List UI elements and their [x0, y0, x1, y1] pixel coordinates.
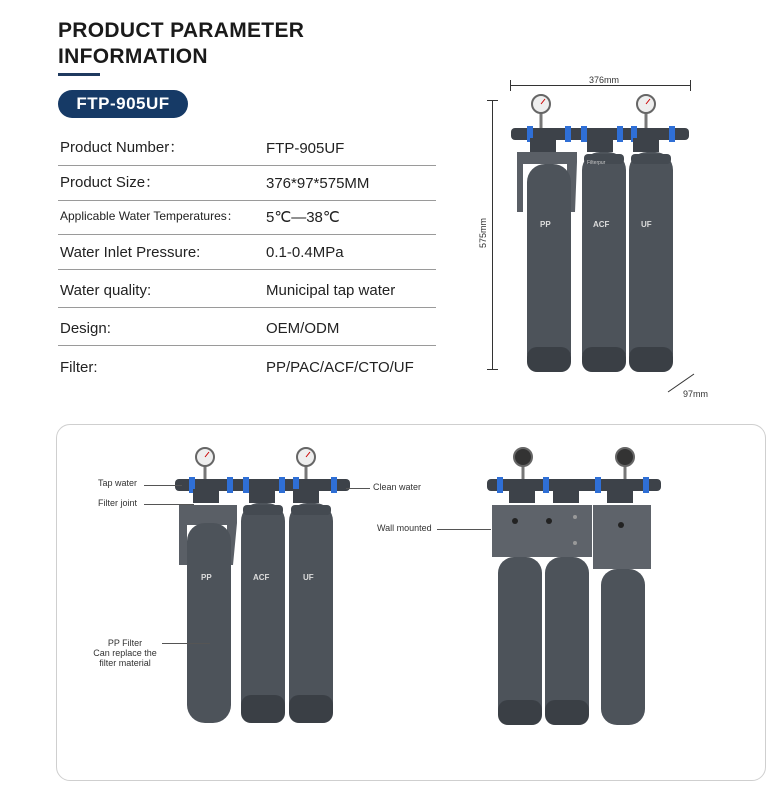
- cartridge-label: ACF: [253, 573, 270, 582]
- cartridge-label: UF: [641, 220, 652, 229]
- callout-pp-filter-line: Can replace the: [93, 648, 157, 658]
- spec-value: PP/PAC/ACF/CTO/UF: [266, 359, 414, 376]
- spec-value: 5℃—38℃: [266, 209, 340, 226]
- height-dimension-label: 575mm: [478, 217, 489, 249]
- spec-label: Applicable Water Temperatures：: [60, 209, 239, 223]
- title-line-2: INFORMATION: [58, 45, 208, 68]
- spec-label: Water Inlet Pressure:: [60, 244, 201, 261]
- leader-line: [144, 485, 182, 486]
- callout-wall-mounted: Wall mounted: [377, 523, 432, 533]
- cartridge-label: ACF: [593, 220, 610, 229]
- spec-label: Filter:: [60, 359, 98, 376]
- callout-clean-water: Clean water: [373, 482, 422, 492]
- leader-line: [346, 488, 370, 489]
- cartridge-label: UF: [303, 573, 314, 582]
- callout-pp-filter-line: filter material: [99, 658, 151, 668]
- spec-value: 376*97*575MM: [266, 175, 370, 192]
- leader-line: [162, 643, 210, 644]
- callout-pp-filter-line: PP Filter: [107, 638, 143, 648]
- cartridge-label: PP: [201, 573, 212, 582]
- width-dimension-label: 376mm: [589, 75, 620, 85]
- callout-filter-joint: Filter joint: [98, 498, 138, 508]
- product-front-image: [505, 92, 695, 382]
- depth-dimension-label: 97mm: [683, 389, 709, 399]
- leader-line: [437, 529, 491, 530]
- spec-label: Design:: [60, 320, 111, 337]
- callout-tap-water: Tap water: [98, 478, 138, 488]
- spec-label: Water quality:: [60, 282, 152, 299]
- brand-logo: Filterpur: [587, 160, 606, 166]
- spec-value: FTP-905UF: [266, 140, 345, 157]
- product-back-image: [485, 445, 665, 730]
- spec-value: OEM/ODM: [266, 320, 340, 337]
- spec-label: Product Size：: [60, 174, 161, 191]
- model-badge: FTP-905UF: [58, 90, 188, 118]
- spec-label: Product Number：: [60, 139, 185, 156]
- spec-value: 0.1-0.4MPa: [266, 244, 344, 261]
- callout-pp-filter: [90, 638, 160, 668]
- cartridge-label: PP: [540, 220, 551, 229]
- product-annotated-image: [175, 445, 355, 730]
- title-line-1: PRODUCT PARAMETER: [58, 19, 305, 42]
- spec-value: Municipal tap water: [266, 282, 396, 299]
- leader-line: [144, 504, 194, 505]
